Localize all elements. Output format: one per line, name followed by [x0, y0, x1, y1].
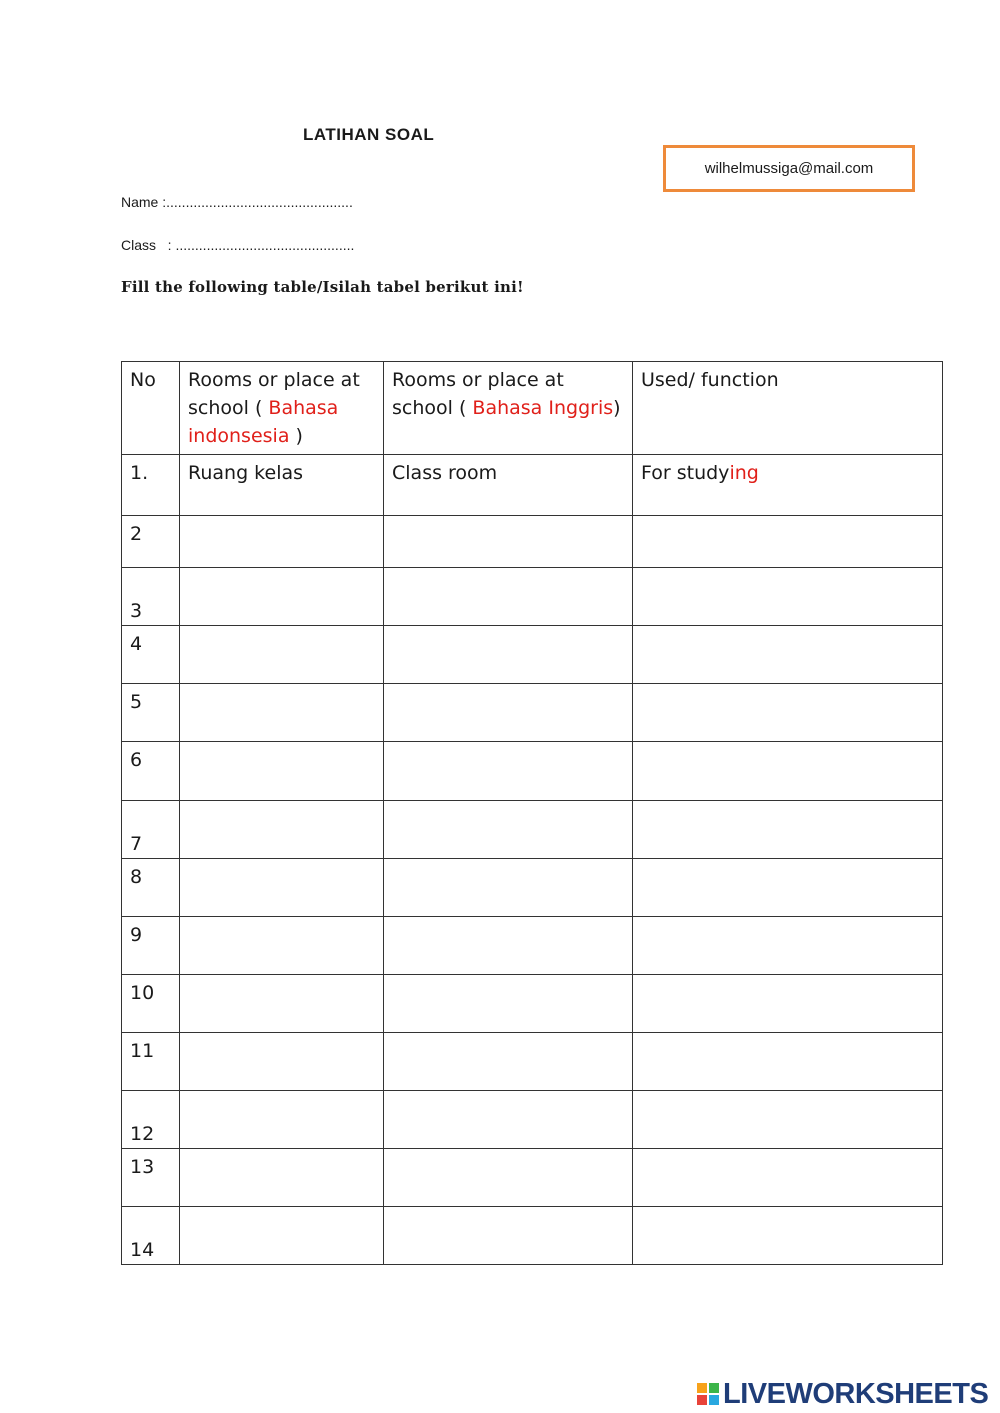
row-number: 9 [122, 917, 180, 975]
table-row [122, 742, 943, 801]
email-box [663, 145, 915, 192]
english-room-input[interactable] [384, 975, 633, 1033]
english-room-input[interactable] [384, 626, 633, 684]
logo-text: LIVEWORKSHEETS [723, 1377, 989, 1410]
indonesian-room-input[interactable] [180, 917, 384, 975]
english-room-input[interactable] [384, 568, 633, 626]
email-text: wilhelmussiga@mail.com [704, 160, 874, 177]
table-row [122, 568, 943, 626]
class-field-line: Class : .............................................. [121, 237, 355, 253]
table-row [122, 859, 943, 917]
indonesian-room-input[interactable] [180, 1091, 384, 1149]
table-header-row [122, 362, 943, 455]
indonesian-room-input[interactable] [180, 742, 384, 801]
header-indonesian-room: Rooms or place at school ( Bahasa indonsesia ) [180, 362, 384, 455]
english-room-input[interactable] [384, 801, 633, 859]
indonesian-room-input[interactable] [180, 975, 384, 1033]
english-room-input[interactable] [384, 1207, 633, 1265]
english-room-input[interactable] [384, 859, 633, 917]
function-input[interactable] [633, 1207, 943, 1265]
table-row [122, 516, 943, 568]
row-number: 7 [122, 801, 180, 859]
english-room-input[interactable] [384, 1149, 633, 1207]
function-cell: For studying [633, 455, 943, 516]
english-room-input[interactable] [384, 742, 633, 801]
english-room-cell: Class room [384, 455, 633, 516]
table-row [122, 1091, 943, 1149]
indonesian-room-input[interactable] [180, 859, 384, 917]
english-room-input[interactable] [384, 917, 633, 975]
name-field-line: Name :................................................ [121, 194, 353, 210]
row-number: 13 [122, 1149, 180, 1207]
logo-mark-icon [697, 1383, 719, 1405]
row-number: 4 [122, 626, 180, 684]
function-input[interactable] [633, 1033, 943, 1091]
rooms-table [121, 361, 943, 1265]
function-input[interactable] [633, 516, 943, 568]
function-input[interactable] [633, 801, 943, 859]
worksheet-title: LATIHAN SOAL [303, 125, 435, 144]
function-input[interactable] [633, 975, 943, 1033]
header-english-room: Rooms or place at school ( Bahasa Inggris) [384, 362, 633, 455]
table-row [122, 975, 943, 1033]
table-row [122, 1207, 943, 1265]
row-number: 2 [122, 516, 180, 568]
indonesian-room-input[interactable] [180, 684, 384, 742]
liveworksheets-logo [697, 1378, 988, 1410]
function-input[interactable] [633, 684, 943, 742]
row-number: 11 [122, 1033, 180, 1091]
function-input[interactable] [633, 568, 943, 626]
indonesian-room-input[interactable] [180, 801, 384, 859]
function-input[interactable] [633, 917, 943, 975]
indonesian-room-input[interactable] [180, 516, 384, 568]
indonesian-room-cell: Ruang kelas [180, 455, 384, 516]
function-input[interactable] [633, 1091, 943, 1149]
english-room-input[interactable] [384, 1091, 633, 1149]
header-function: Used/ function [633, 362, 943, 455]
function-input[interactable] [633, 626, 943, 684]
function-input[interactable] [633, 1149, 943, 1207]
function-input[interactable] [633, 742, 943, 801]
row-number: 6 [122, 742, 180, 801]
english-room-input[interactable] [384, 516, 633, 568]
row-number: 12 [122, 1091, 180, 1149]
table-row [122, 626, 943, 684]
row-number: 10 [122, 975, 180, 1033]
row-number: 3 [122, 568, 180, 626]
function-input[interactable] [633, 859, 943, 917]
english-room-input[interactable] [384, 684, 633, 742]
header-no: No [122, 362, 180, 455]
row-number: 5 [122, 684, 180, 742]
indonesian-room-input[interactable] [180, 1033, 384, 1091]
table-row [122, 1149, 943, 1207]
table-row [122, 455, 943, 516]
table-row [122, 684, 943, 742]
indonesian-room-input[interactable] [180, 1149, 384, 1207]
indonesian-room-input[interactable] [180, 568, 384, 626]
instruction-text: Fill the following table/Isilah tabel berikut ini! [121, 278, 524, 296]
table-row [122, 801, 943, 859]
table-row [122, 1033, 943, 1091]
table-row [122, 917, 943, 975]
row-number: 8 [122, 859, 180, 917]
row-number: 1. [122, 455, 180, 516]
indonesian-room-input[interactable] [180, 626, 384, 684]
row-number: 14 [122, 1207, 180, 1265]
english-room-input[interactable] [384, 1033, 633, 1091]
indonesian-room-input[interactable] [180, 1207, 384, 1265]
